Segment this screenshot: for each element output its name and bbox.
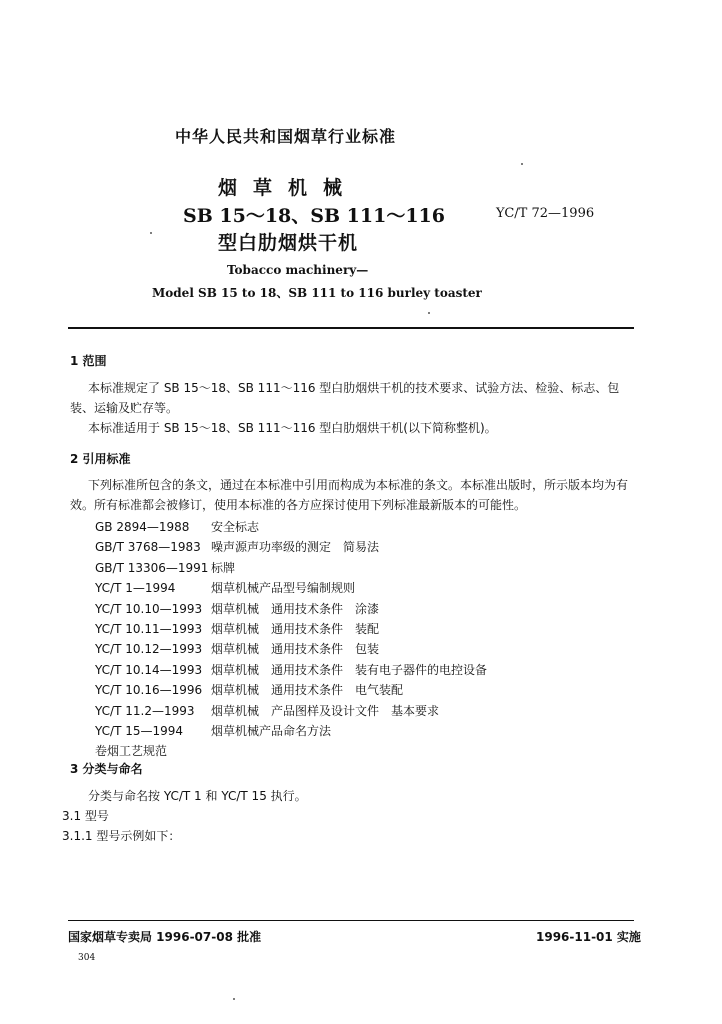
section-3-heading: 3 分类与命名: [70, 762, 143, 776]
reference-title: 安全标志: [211, 520, 260, 534]
normative-references-list: [95, 517, 487, 762]
scan-speck: [521, 163, 523, 165]
reference-code: GB/T 3768—1983: [95, 540, 201, 555]
reference-title: 烟草机械产品命名方法: [211, 724, 332, 739]
reference-item: [95, 619, 487, 639]
standard-code: YC/T 72—1996: [496, 206, 595, 221]
reference-item: [95, 639, 487, 659]
reference-item: [95, 741, 487, 761]
document-title-en-line2: Model SB 15 to 18、SB 111 to 116 burley toaster: [152, 286, 482, 300]
reference-code: YC/T 10.14—1993: [95, 662, 203, 677]
page-number: 304: [78, 953, 96, 963]
section-1-paragraph-2: 本标准适用于 SB 15～18、SB 111～116 型白肋烟烘干机(以下简称整机)。: [88, 421, 497, 435]
section-2-heading: 2 引用标准: [70, 452, 131, 466]
scan-speck: [233, 998, 235, 1000]
section-1-heading: 1 范围: [70, 354, 107, 368]
reference-code: YC/T 1—1994: [95, 581, 176, 596]
document-title-cn: 烟草机械: [218, 177, 359, 199]
section-3-paragraph-1: 分类与命名按 YC/T 1 和 YC/T 15 执行。: [88, 789, 307, 803]
section-2-paragraph-1: 下列标准所包含的条文，通过在本标准中引用而构成为本标准的条文。本标准出版时，所示版本均为有效。所有标准都会被修订，使用本标准的各方应探讨使用下列标准最新版本的可能性。: [70, 478, 629, 512]
document-title-type: 型白肋烟烘干机: [218, 232, 359, 254]
header-divider: [68, 327, 634, 329]
reference-code: 卷烟工艺规范: [95, 744, 168, 759]
reference-item: [95, 660, 487, 680]
document-title-en-line1: Tobacco machinery—: [227, 263, 369, 277]
reference-code: YC/T 11.2—1993: [95, 703, 195, 718]
approval-date: 国家烟草专卖局 1996-07-08 批准: [68, 930, 262, 944]
reference-item: [95, 578, 487, 598]
subsection-3-1-1-heading: 3.1.1 型号示例如下：: [62, 829, 181, 843]
reference-item: [95, 558, 487, 578]
reference-title: 烟草机械 通用技术条件 涂漆: [211, 601, 380, 616]
scan-speck: [150, 232, 152, 234]
reference-code: YC/T 10.12—1993: [95, 642, 203, 657]
issuing-authority-header: 中华人民共和国烟草行业标准: [175, 127, 397, 146]
reference-code: YC/T 10.11—1993: [95, 622, 203, 637]
reference-item: [95, 599, 487, 619]
reference-title: 烟草机械 通用技术条件 装有电子器件的电控设备: [211, 662, 488, 677]
effective-date: 1996-11-01 实施: [536, 930, 641, 944]
reference-title: 烟草机械产品型号编制规则: [211, 581, 356, 596]
reference-code: GB 2894—1988: [95, 520, 190, 534]
reference-code: YC/T 10.16—1996: [95, 683, 203, 698]
reference-item: [95, 721, 487, 741]
section-1-paragraph-1: 本标准规定了 SB 15～18、SB 111～116 型白肋烟烘干机的技术要求、试验方法、检验、标志、包装、运输及贮存等。: [70, 381, 620, 415]
reference-title: 标牌: [211, 560, 236, 575]
reference-item: [95, 680, 487, 700]
scan-speck: [428, 312, 430, 314]
reference-code: YC/T 10.10—1993: [95, 601, 203, 616]
footer-divider: [68, 920, 634, 921]
reference-title: 烟草机械 通用技术条件 装配: [211, 622, 380, 637]
reference-title: 噪声源声功率级的测定 简易法: [211, 540, 380, 555]
subsection-3-1-heading: 3.1 型号: [62, 809, 109, 823]
reference-item: [95, 537, 487, 557]
reference-title: 烟草机械 产品图样及设计文件 基本要求: [211, 703, 440, 718]
reference-item: [95, 517, 487, 537]
reference-code: YC/T 15—1994: [95, 724, 184, 739]
reference-item: [95, 701, 487, 721]
reference-title: 烟草机械 通用技术条件 电气装配: [211, 683, 404, 698]
reference-title: 烟草机械 通用技术条件 包装: [211, 642, 380, 657]
reference-code: GB/T 13306—1991: [95, 560, 209, 575]
document-title-model: SB 15～18、SB 111～116: [183, 205, 445, 227]
